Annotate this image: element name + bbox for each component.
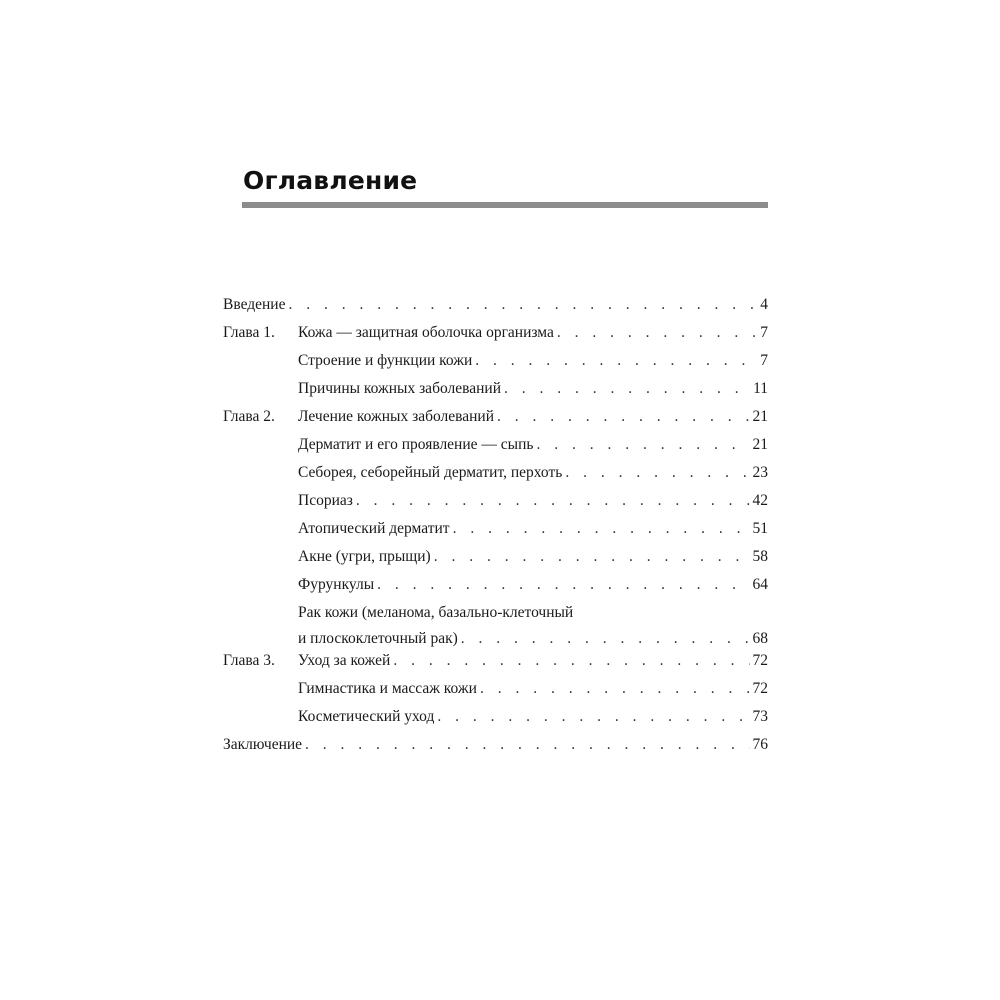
toc-page-number: 58 (752, 548, 768, 565)
dot-leader (288, 294, 757, 315)
dot-leader (305, 734, 749, 755)
page-title: Оглавление (243, 166, 418, 195)
toc-entry-title: Себорея, себорейный дерматит, перхоть (298, 464, 563, 481)
toc-page-number: 11 (753, 380, 768, 397)
toc-entry-title: Причины кожных заболеваний (298, 380, 501, 397)
toc-entry-title-line1: Рак кожи (меланома, базально-клеточный (298, 604, 574, 621)
toc-entry-title: Косметический уход (298, 708, 435, 725)
toc-page-number: 21 (752, 436, 768, 453)
toc-page-number: 72 (752, 652, 768, 669)
toc-entry-title: Атопический дерматит (298, 520, 450, 537)
title-rule (242, 202, 768, 208)
dot-leader (557, 322, 757, 343)
toc-entry-title: Акне (угри, прыщи) (298, 548, 431, 565)
toc-page-number: 72 (752, 680, 768, 697)
dot-leader (497, 406, 750, 427)
dot-leader (434, 546, 750, 567)
toc-entry-title: Лечение кожных заболеваний (298, 408, 494, 425)
toc-entry-title: Введение (223, 296, 286, 313)
dot-leader (480, 678, 750, 699)
toc-entry-title: Строение и функции кожи (298, 352, 473, 369)
dot-leader (504, 378, 750, 399)
toc-page-number: 42 (752, 492, 768, 509)
toc-entry-title: Заключение (223, 736, 303, 753)
toc-page-number: 73 (752, 708, 768, 725)
toc-page-number: 51 (752, 520, 768, 537)
toc-page-number: 76 (752, 736, 768, 753)
dot-leader (377, 574, 749, 595)
chapter-label: Глава 3. (223, 652, 275, 669)
toc-entry-title: Гимнастика и массаж кожи (298, 680, 477, 697)
toc-page-number: 4 (760, 296, 768, 313)
toc-entry-title: Кожа — защитная оболочка организма (298, 324, 554, 341)
toc-entry-title: Уход за кожей (298, 652, 391, 669)
dot-leader (437, 706, 749, 727)
dot-leader (565, 462, 749, 483)
chapter-label: Глава 2. (223, 408, 275, 425)
toc-page-number: 21 (752, 408, 768, 425)
toc-page-number: 7 (760, 324, 768, 341)
dot-leader (461, 628, 750, 649)
toc-page-number: 23 (752, 464, 768, 481)
dot-leader (453, 518, 750, 539)
dot-leader (536, 434, 749, 455)
toc-entry-title: и плоскоклеточный рак) (298, 630, 458, 647)
toc-page-number: 64 (752, 576, 768, 593)
toc-page-number: 68 (752, 630, 768, 647)
chapter-label: Глава 1. (223, 324, 275, 341)
toc-entry-title: Дерматит и его проявление — сыпь (298, 436, 534, 453)
dot-leader (393, 650, 749, 671)
toc-page-number: 7 (760, 352, 768, 369)
dot-leader (475, 350, 757, 371)
toc-entry-title: Псориаз (298, 492, 353, 509)
toc-entry-title: Фурункулы (298, 576, 375, 593)
dot-leader (356, 490, 750, 511)
